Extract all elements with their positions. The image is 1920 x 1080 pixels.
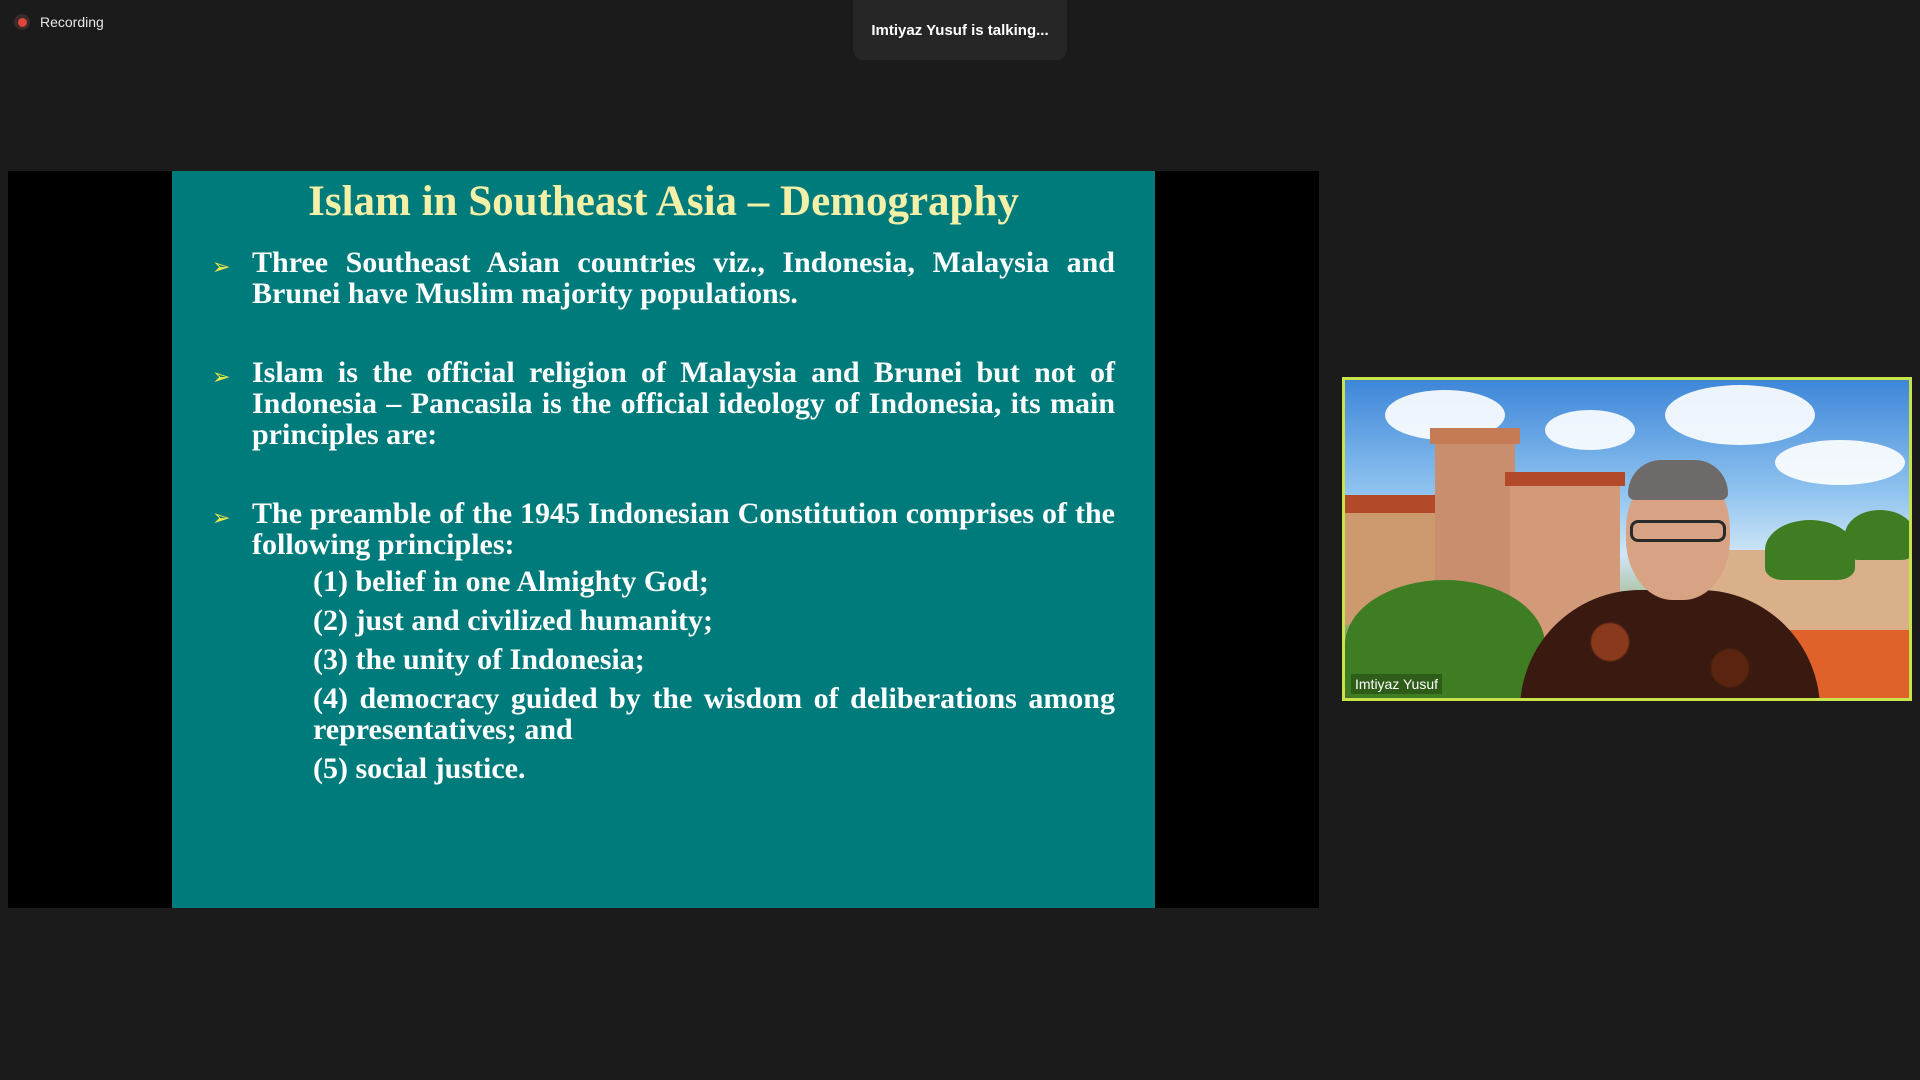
record-icon (14, 14, 30, 30)
principle-item: (3) the unity of Indonesia; (313, 643, 645, 676)
principle-item: (4) democracy guided by the wisdom of deliberations among representatives; and (313, 682, 1115, 746)
principles-list (313, 566, 1115, 792)
presentation-slide (172, 171, 1155, 908)
slide-bullet (212, 498, 1115, 560)
arrow-bullet-icon: ➢ (212, 255, 231, 280)
slide-bullet (212, 247, 1115, 309)
participant-video-tile[interactable] (1342, 377, 1912, 701)
slide-bullet (212, 357, 1115, 450)
bullet-text: Three Southeast Asian countries viz., Indonesia, Malaysia and Brunei have Muslim majority populations. (252, 246, 1115, 310)
participant-name-label: Imtiyaz Yusuf (1351, 674, 1442, 694)
shared-screen (8, 171, 1319, 908)
glasses-icon (1630, 520, 1726, 542)
bullet-text: Islam is the official religion of Malaysia and Brunei but not of Indonesia – Pancasila is the official ideology of Indonesia, its main principles are: (252, 356, 1115, 451)
slide-title: Islam in Southeast Asia – Demography (308, 178, 1019, 225)
principle-item: (1) belief in one Almighty God; (313, 565, 709, 598)
principle-item: (2) just and civilized humanity; (313, 604, 714, 637)
recording-label: Recording (40, 14, 104, 30)
arrow-bullet-icon: ➢ (212, 506, 231, 531)
arrow-bullet-icon: ➢ (212, 365, 231, 390)
recording-indicator[interactable] (14, 14, 104, 30)
active-speaker-toast: Imtiyaz Yusuf is talking... (853, 0, 1067, 60)
bullet-text: The preamble of the 1945 Indonesian Constitution comprises of the following principles: (252, 497, 1115, 561)
principle-item: (5) social justice. (313, 752, 526, 785)
